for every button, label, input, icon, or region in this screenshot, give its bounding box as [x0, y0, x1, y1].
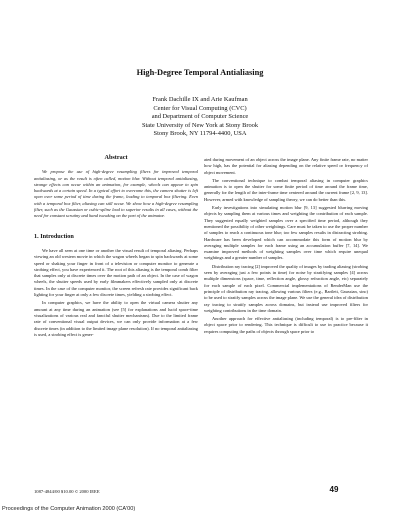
body-paragraph: ated during movement of an object across the image plane. Any finite frame rate, no matter how high, has the potential for aliasing depending on the relative speed or frequency of object movement. — [204, 157, 368, 175]
section-heading-introduction: 1. Introduction — [34, 232, 74, 240]
left-column — [34, 155, 198, 340]
abstract-heading: Abstract — [104, 154, 128, 161]
body-paragraph: In computer graphics, we have the ability to open the virtual camera shutter any amount at any time during an animation (see [5] for explanations and lucid space-time visualizations of various real and fanciful shutter mechanisms). Due to the limited frame rate of conventional visual output devices, we can only provide information at a few discrete times (in addition to the limited image plane resolution). If no temporal antialiasing is used, a strobing effect is gener- — [34, 300, 198, 337]
affiliation-line: Center for Visual Computing (CVC) — [153, 104, 247, 112]
body-paragraph: The conventional technique to combat temporal aliasing in computer graphics animation is to open the shutter for some finite period of time around the frame time, generally for the length of the inter-frame time centered around the current frame [2, 9, 13]. However, armed with knowledge of sampling theory, we can do better than this. — [204, 177, 368, 202]
page-number: 49 — [329, 485, 339, 494]
paper-title: High-Degree Temporal Antialiasing — [136, 68, 264, 77]
copyright-line: 1087-4844/00 $10.00 © 2000 IEEE — [34, 489, 100, 494]
body-paragraph: Early investigations into simulating motion blur [9, 13] suggested blurring moving objects by sampling them at various times and weighting the contribution of each sample. They suggested equally weighted samples over a specified time period, although they mentioned the possibility of other weightings. Care must be taken to use the proper number of samples to reach a continuous tone blur; too few samples results in distracting strobing. Hardware has been developed which can accommodate this form of motion blur by averaging multiple samples for each frame using an accumulation buffer [7, 14]. We examine improved methods of weighting samples over time which require unequal weightings and a greater number of samples. — [204, 205, 368, 261]
body-paragraph: Distribution ray tracing [2] improved the quality of images by trading aliasing (strobing seen by averaging just a few points in time) for noise by stratifying samples [4] across multiple dimensions (space, time, reflection angle, glossy refraction angle, etc) separately for each sample of each pixel. Commercial implementations of RenderMan use the principle of distribution ray tracing, allowing various filters (e.g., Bartlett, Gaussian, sinc) to be used to stratify samples across the image plane. We use the general idea of distribution ray tracing to stratify samples across domains, but instead use improved filters for weighting contributions in the time domain. — [204, 263, 368, 313]
body-paragraph: We have all seen at one time or another the visual result of temporal aliasing. Perhaps viewing an old western movie in which the wagon wheels began to spin backwards at some speed or shaking your finger in front of a television or computer monitor to generate a strobing effect, you have experienced it. The root of this aliasing is the temporal comb filter that samples only at discrete times over the motion path of an object. In the case of wagon wheels, the shutter speeds used by early filmmakers effectively sampled only at discrete times. In the case of the computer monitor, the screen refresh rate provides significant back lighting for your finger at only a few discrete times, yielding a strobing effect. — [34, 247, 198, 298]
proceedings-footer: Proceedings of the Computer Animation 2000 (CA'00) — [2, 506, 136, 512]
affiliation-line: Stony Brook, NY 11794-4400, USA — [153, 130, 247, 138]
body-paragraph: Another approach for effective antialiasing (including temporal) is to pre-filter in object space prior to rendering. This technique is difficult to use in practice because it requires computing the paths of objects through space prior to — [204, 316, 368, 334]
affiliation-line: State University of New York at Stony Brook — [141, 121, 259, 129]
abstract-text: We propose the use of high-degree resampling filters for improved temporal antialiasing, or as the result is often called, motion blur. Without temporal antialiasing, strange effects can occur within an animation, for example, wheels can appear to spin backwards at a certain speed. In a typical effort to overcome this, the camera shutter is left open over some period of time during the frame, leading to temporal box filtering. Even with a temporal box filter, aliasing can still occur. We show how a high-degree resampling filter, such as the Gaussian or cubic-spline lead to superior results in all cases, without the need for constant scrutiny and hand tweaking on the part of the animator. — [34, 169, 198, 219]
right-column — [204, 157, 368, 337]
author-block — [0, 96, 400, 139]
author-names: Frank Dachille IX and Arie Kaufman — [152, 96, 248, 103]
affiliation-line: and Department of Computer Science — [151, 113, 249, 121]
